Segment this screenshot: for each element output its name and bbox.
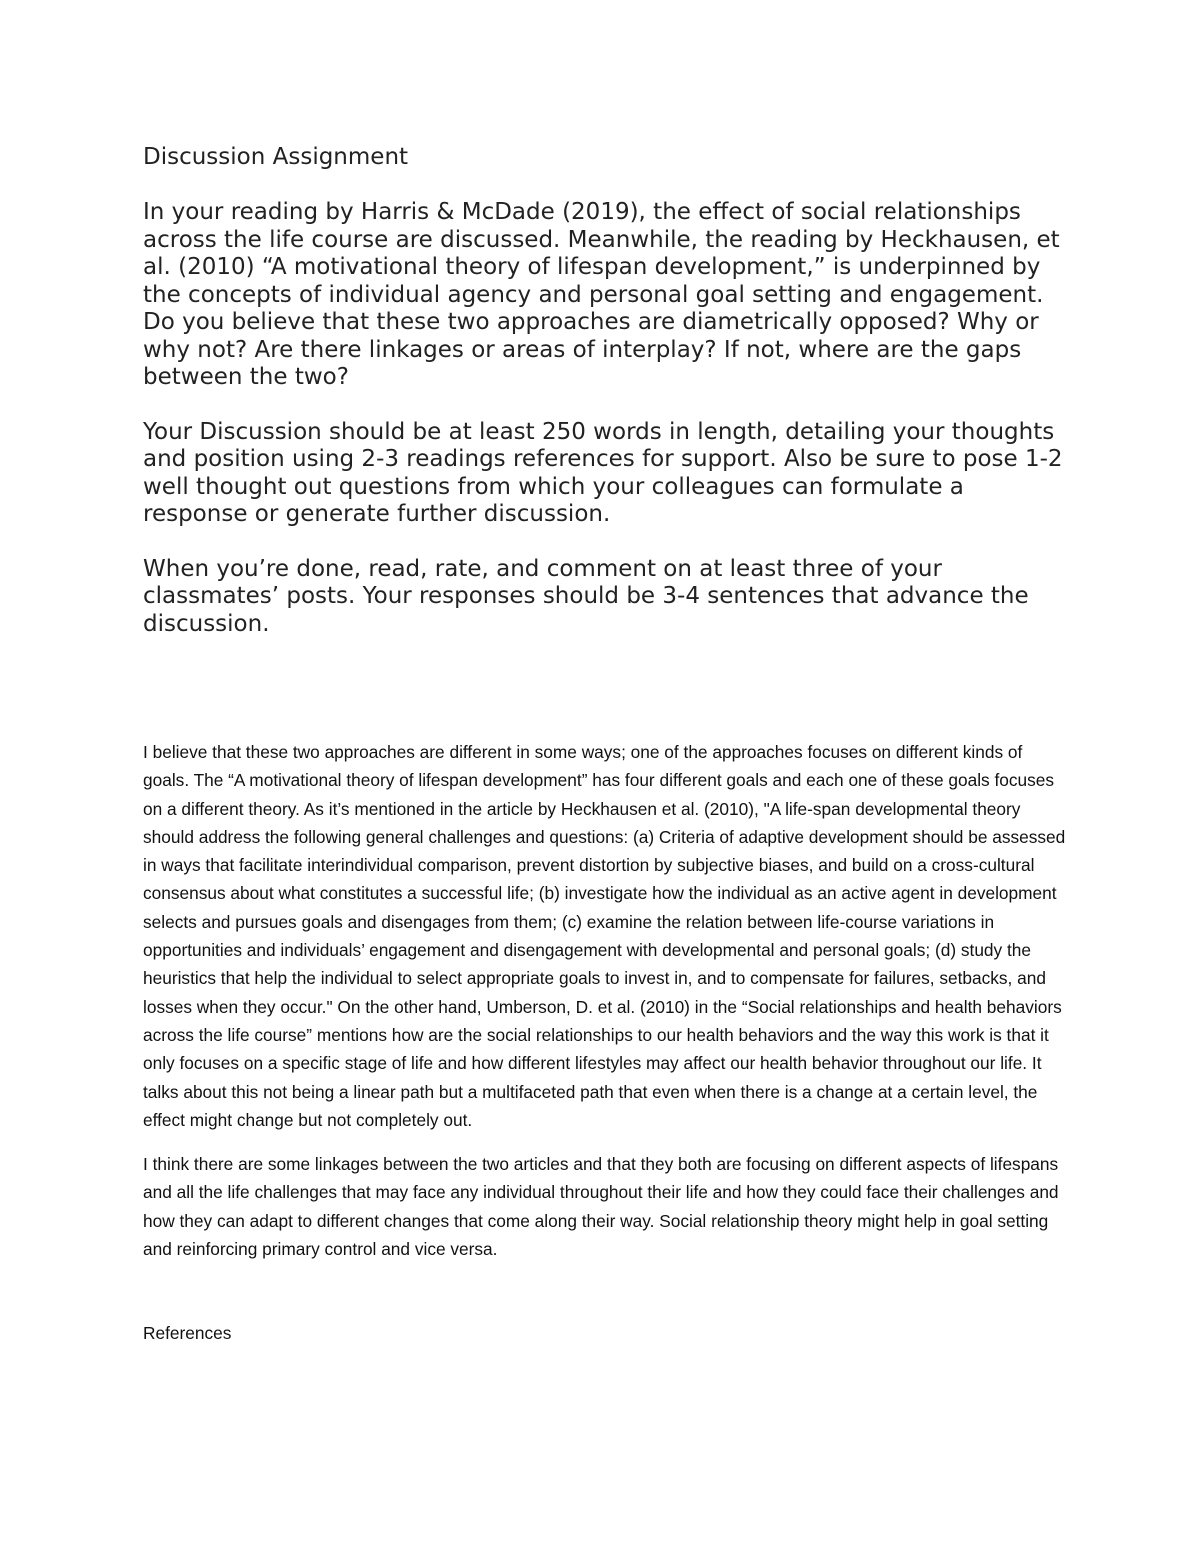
references-heading: References	[143, 1323, 232, 1344]
assignment-prompt	[143, 142, 1073, 638]
prompt-paragraph: In your reading by Harris & McDade (2019), the effect of social relationships across the life course are discussed. Meanwhile, the reading by Heckhausen, et al. (2010) “A motivational theory of lifespan development,” is underpinned by the concepts of individual agency and personal goal setting and engagement.	[143, 199, 1060, 308]
student-answer	[143, 738, 1068, 1348]
prompt-response-paragraph: When you’re done, read, rate, and comment on at least three of your classmates’ posts. Your responses should be 3-4 sentences that advance the discussion.	[143, 555, 1029, 637]
document-title: Discussion Assignment	[143, 144, 409, 170]
prompt-question-paragraph: Do you believe that these two approaches are diametrically opposed? Why or why not? Are there linkages or areas of interplay? If not, where are the gaps between the two?	[143, 309, 1039, 390]
answer-paragraph: I believe that these two approaches are different in some ways; one of the approaches focuses on different kinds of goals. The “A motivational theory of lifespan development” has four different goals and each one of these goals focuses on a different theory. As it’s mentioned in the article by Heckhausen et al. (2010), "A life-span developmental theory should address the following general challenges and questions: (a) Criteria of adaptive development should be assessed in ways that facilitate interindividual comparison, prevent distortion by subjective biases, and build on a cross-cultural consensus about what constitutes a successful life; (b) investigate how the individual as an active agent in development selects and pursues goals and disengages from them; (c) examine the relation between life-course variations in opportunities and individuals’ engagement and disengagement with developmental and personal goals; (d) study the heuristics that help the individual to select appropriate goals to invest in, and to compensate for failures, setbacks, and losses when they occur." On the other hand, Umberson, D. et al. (2010) in the “Social relationships and health behaviors across the life course” mentions how are the social relationships to our health behaviors and the way this work is that it only focuses on a specific stage of life and how different lifestyles may affect our health behavior throughout our life. It talks about this not being a linear path but a multifaceted path that even when there is a change at a certain level, the effect might change but not completely out.	[143, 742, 1066, 1130]
prompt-requirements-paragraph: Your Discussion should be at least 250 words in length, detailing your thoughts and position using 2-3 readings references for support. Also be sure to pose 1-2 well thought out questions from which your colleagues can formulate a response or generate further discussion.	[143, 418, 1063, 527]
answer-paragraph: I think there are some linkages between the two articles and that they both are focusing on different aspects of lifespans and all the life challenges that may face any individual throughout their life and how they could face their challenges and how they can adapt to different changes that come along their way. Social relationship theory might help in goal setting and reinforcing primary control and vice versa.	[143, 1154, 1059, 1260]
